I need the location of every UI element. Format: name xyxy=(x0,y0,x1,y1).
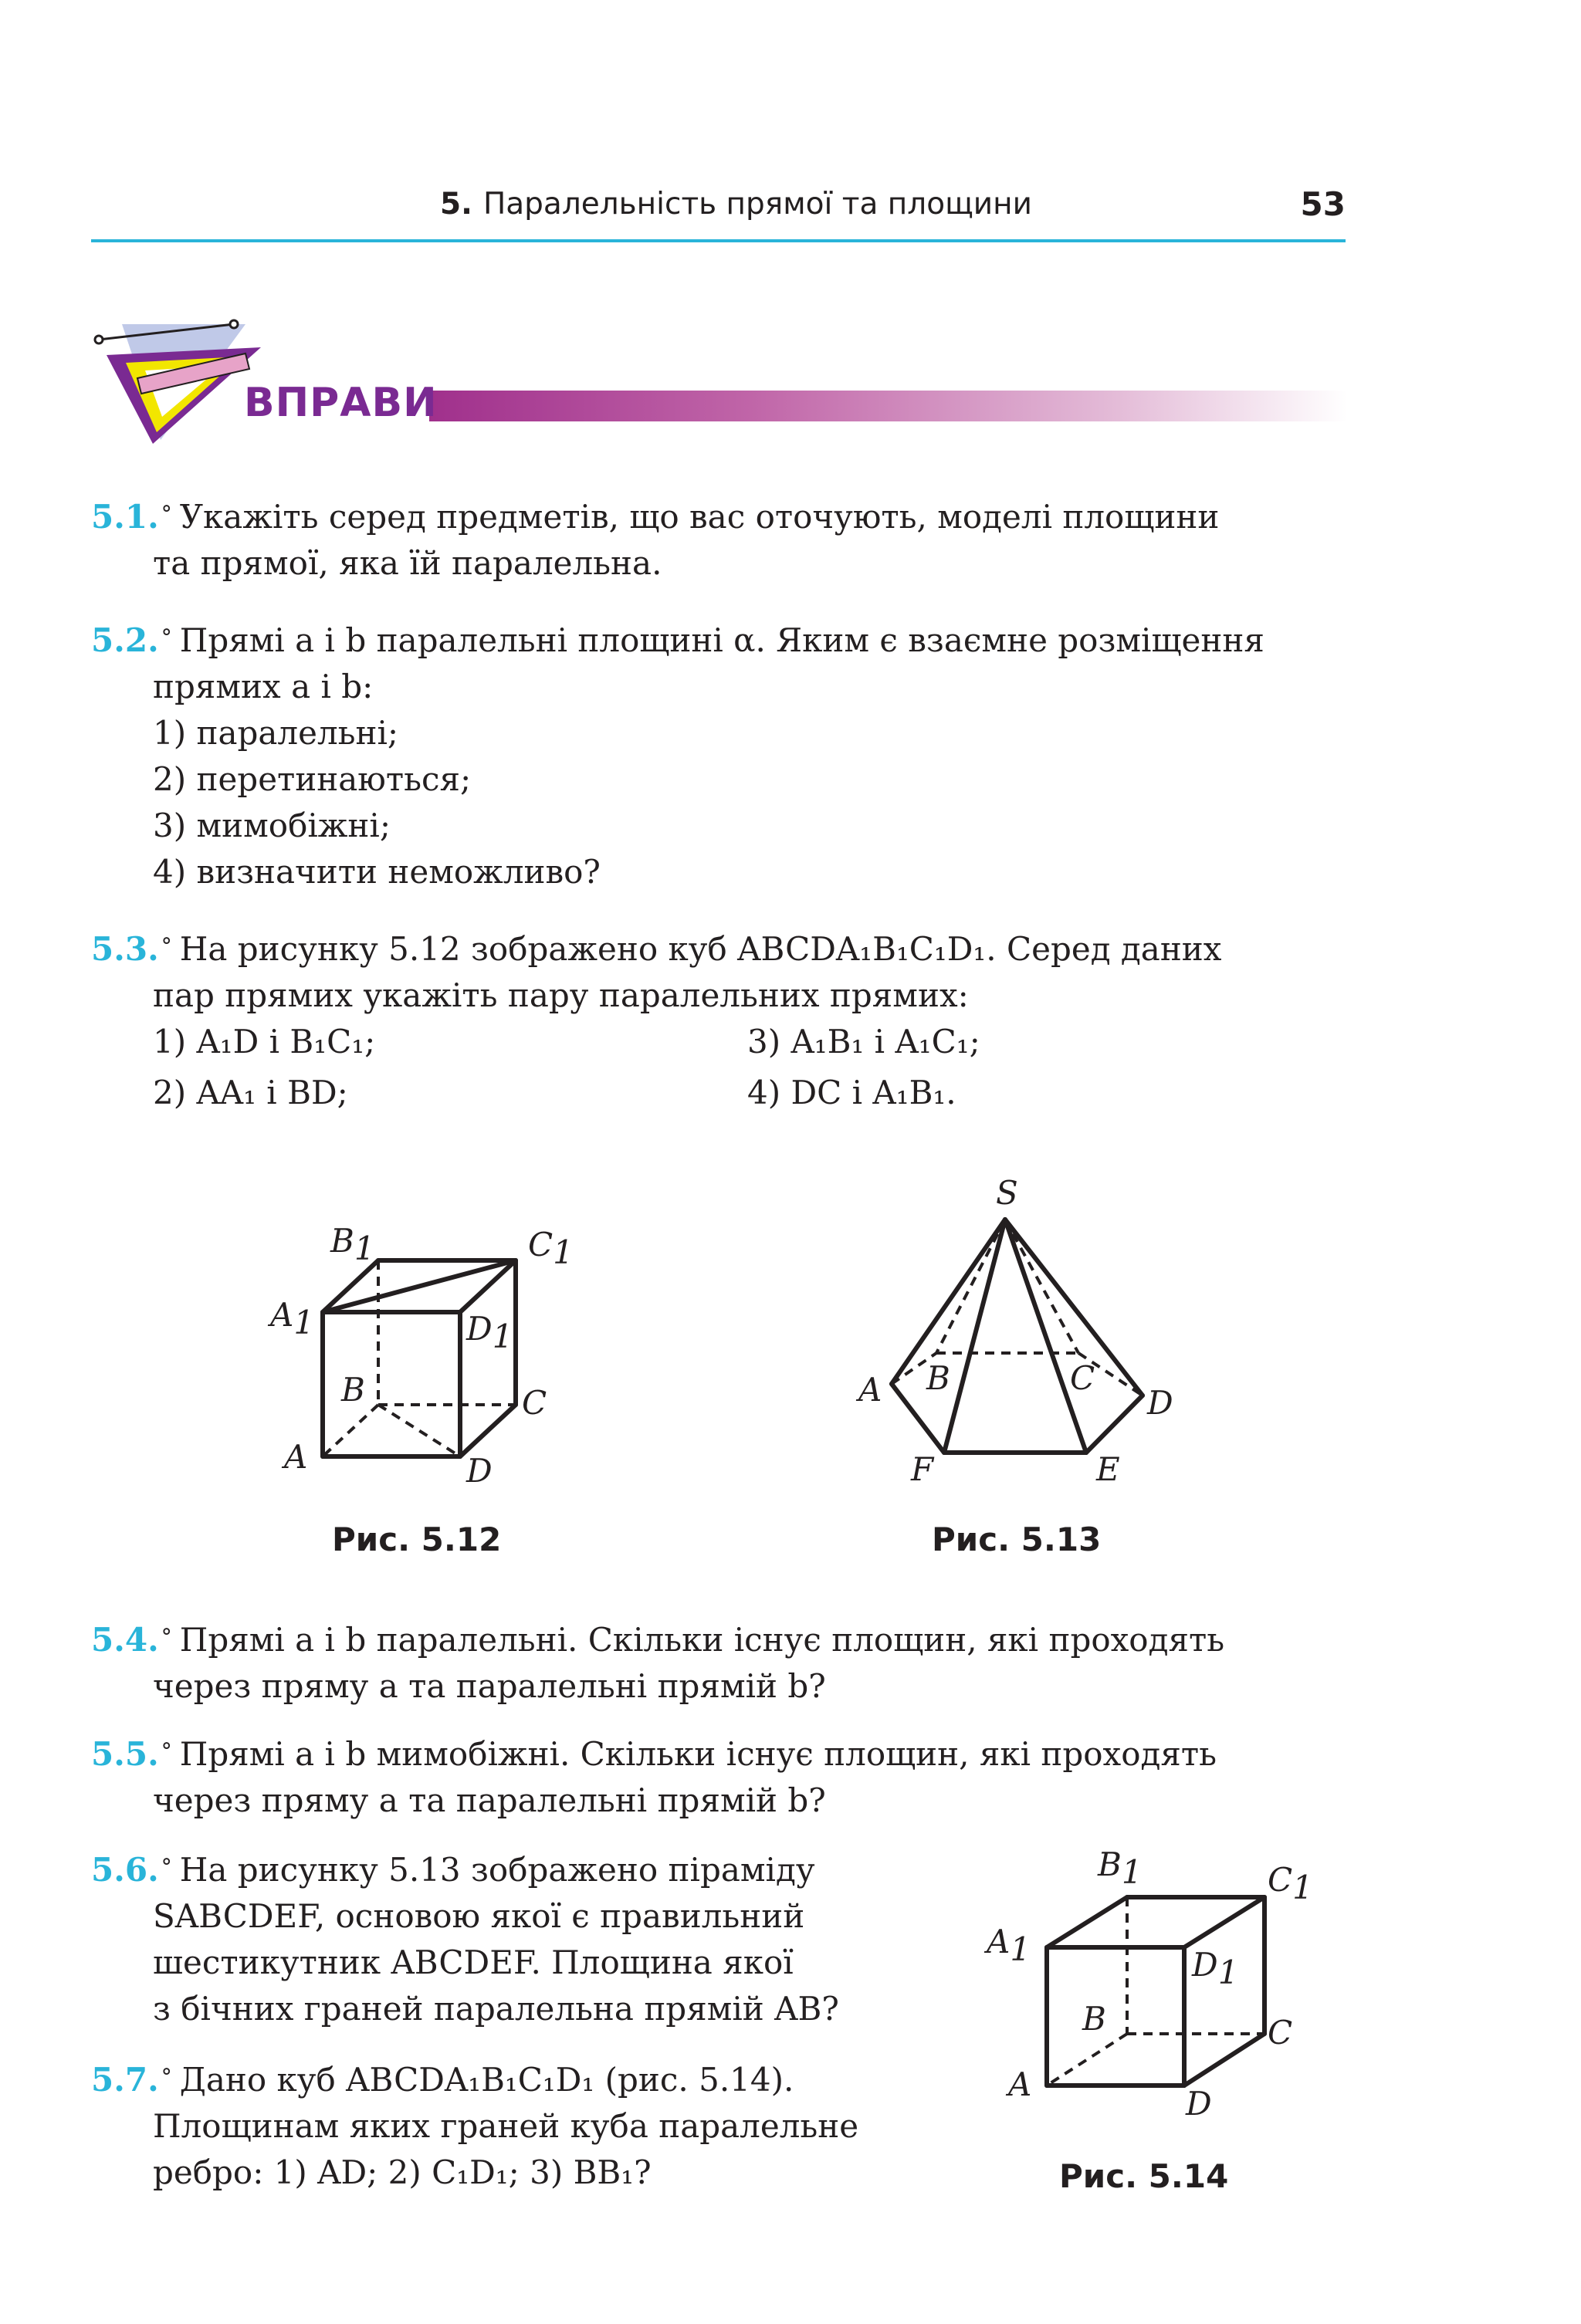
difficulty-mark: ° xyxy=(161,1624,172,1649)
vertex-c: C xyxy=(522,1384,547,1422)
section-title: ВПРАВИ xyxy=(244,380,438,426)
vertex-b1: B1 xyxy=(1098,1845,1143,1891)
exercise-number: 5.5. xyxy=(91,1735,159,1773)
vertex-c: C xyxy=(1070,1359,1095,1397)
exercise-text: ребро: 1) AD; 2) C₁D₁; 3) BB₁? xyxy=(153,2153,652,2191)
vertex-c1: C1 xyxy=(528,1226,574,1271)
chapter-title-text: Паралельність прямої та площини xyxy=(482,187,1032,222)
exercise-text: Прямі a і b паралельні. Скільки існує площин, які проходять xyxy=(179,1621,1225,1659)
vertex-d: D xyxy=(1147,1384,1173,1422)
option-item: 4) DC і A₁B₁. xyxy=(747,1074,956,1111)
section-bar xyxy=(429,391,1348,421)
figure-caption: Рис. 5.14 xyxy=(1059,2157,1229,2195)
vertex-c1: C1 xyxy=(1268,1861,1313,1906)
vertex-a: A xyxy=(858,1371,882,1409)
page-number: 53 xyxy=(1300,185,1346,223)
vertex-b1: B1 xyxy=(330,1222,375,1267)
vertex-s: S xyxy=(996,1174,1018,1212)
vertex-a1: A1 xyxy=(270,1296,315,1341)
difficulty-mark: ° xyxy=(161,1738,172,1764)
vertex-a1: A1 xyxy=(987,1923,1031,1968)
figure-5-12-cube xyxy=(262,1212,610,1505)
vertex-d: D xyxy=(1186,2085,1212,2123)
ruler-triangle-icon xyxy=(91,309,269,448)
vertex-f: F xyxy=(911,1450,934,1488)
vertex-a: A xyxy=(284,1438,308,1476)
option-item: 3) A₁B₁ і A₁C₁; xyxy=(747,1023,980,1061)
exercise-text: Прямі a і b паралельні площині α. Яким є взаємне розміщення xyxy=(179,621,1264,659)
figure-caption: Рис. 5.13 xyxy=(932,1521,1102,1558)
difficulty-mark: ° xyxy=(161,2064,172,2089)
exercise-text: через пряму a та паралельні прямій b? xyxy=(153,1667,826,1705)
exercise-number: 5.3. xyxy=(91,930,159,968)
exercise-text: прямих a і b: xyxy=(153,668,374,705)
chapter-title xyxy=(440,187,1032,222)
figure-5-14-cube xyxy=(980,1837,1320,2130)
exercise-number: 5.2. xyxy=(91,621,159,659)
vertex-b: B xyxy=(926,1359,950,1397)
exercise-text: шестикутник ABCDEF. Площина якої xyxy=(153,1943,794,1981)
difficulty-mark: ° xyxy=(161,1854,172,1879)
exercise-number: 5.7. xyxy=(91,2061,159,2099)
vertex-b: B xyxy=(1082,2000,1106,2038)
difficulty-mark: ° xyxy=(161,501,172,526)
exercise-number: 5.4. xyxy=(91,1621,159,1659)
exercise-text: Прямі a і b мимобіжні. Скільки існує площин, які проходять xyxy=(179,1735,1217,1773)
option-item: 2) перетинаються; xyxy=(153,760,472,798)
exercise-text: На рисунку 5.13 зображено піраміду xyxy=(179,1851,815,1889)
figure-5-13-pyramid xyxy=(849,1165,1204,1505)
exercise-number: 5.1. xyxy=(91,498,159,536)
option-item: 3) мимобіжні; xyxy=(153,807,391,844)
exercise-5-2 xyxy=(91,617,1346,895)
option-item: 2) AA₁ і BD; xyxy=(153,1074,348,1111)
exercise-text: та прямої, яка їй паралельна. xyxy=(153,544,662,582)
chapter-number: 5. xyxy=(440,187,472,222)
exercise-5-7 xyxy=(91,2057,909,2196)
exercise-number: 5.6. xyxy=(91,1851,159,1889)
vertex-b: B xyxy=(341,1371,365,1409)
vertex-d1: D1 xyxy=(466,1310,513,1355)
exercise-text: SABCDEF, основою якої є правильний xyxy=(153,1897,805,1935)
vertex-e: E xyxy=(1096,1450,1120,1488)
exercise-text: На рисунку 5.12 зображено куб ABCDA₁B₁C₁D₁. Серед даних xyxy=(179,930,1222,968)
exercise-5-3 xyxy=(91,926,1346,1116)
exercise-text: пар прямих укажіть пару паралельних прямих: xyxy=(153,976,969,1014)
difficulty-mark: ° xyxy=(161,933,172,959)
vertex-d1: D1 xyxy=(1192,1946,1239,1991)
exercise-5-6 xyxy=(91,1847,909,2032)
vertex-d: D xyxy=(466,1452,493,1490)
exercise-text: Дано куб ABCDA₁B₁C₁D₁ (рис. 5.14). xyxy=(179,2061,794,2099)
running-header xyxy=(91,179,1346,242)
exercise-text: з бічних граней паралельна прямій AB? xyxy=(153,1990,839,2028)
option-item: 4) визначити неможливо? xyxy=(153,853,601,891)
exercise-text: Укажіть серед предметів, що вас оточують, моделі площини xyxy=(179,498,1220,536)
vertex-a: A xyxy=(1008,2065,1032,2103)
exercise-5-5 xyxy=(91,1731,1346,1824)
figure-caption: Рис. 5.12 xyxy=(332,1521,502,1558)
option-item: 1) паралельні; xyxy=(153,714,399,752)
exercise-text: через пряму a та паралельні прямій b? xyxy=(153,1781,826,1819)
vertex-c: C xyxy=(1268,2014,1293,2052)
exercise-5-4 xyxy=(91,1617,1346,1710)
difficulty-mark: ° xyxy=(161,624,172,650)
option-item: 1) A₁D і B₁C₁; xyxy=(153,1023,376,1061)
exercise-text: Площинам яких граней куба паралельне xyxy=(153,2107,859,2145)
exercise-5-1 xyxy=(91,494,1346,587)
